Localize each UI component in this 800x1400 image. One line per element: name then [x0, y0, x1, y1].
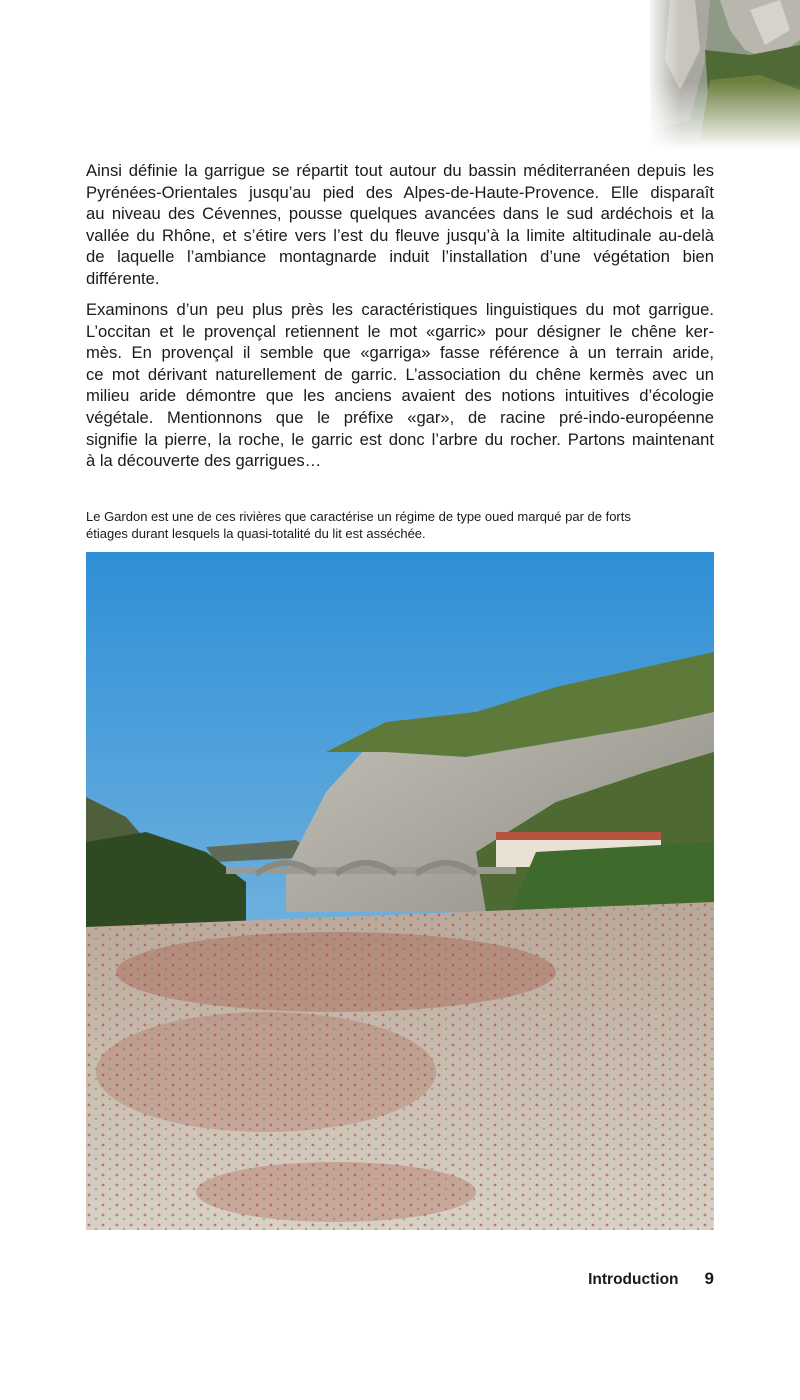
text-line: L’occitan et le provençal retiennent le mot «garric» pour désigner le chêne ker-: [86, 321, 714, 341]
text-line: Pyrénées-Orientales jusqu’au pied des Alpes-de-Haute-Provence. Elle disparaît: [86, 182, 714, 202]
paragraph-2: [86, 299, 714, 472]
text-line: au niveau des Cévennes, pousse quelques avancées dans le sud ardéchois et la: [86, 204, 714, 224]
text-line: signifie la pierre, la roche, le garric est donc l’arbre du rocher. Partons maintenant: [86, 429, 714, 449]
page-footer: [588, 1269, 714, 1289]
text-line: végétale. Mentionnons que le préfixe «gar», de racine pré-indo-européenne: [86, 407, 714, 427]
text-line: à la découverte des garrigues…: [86, 451, 322, 471]
caption-line: Le Gardon est une de ces rivières que caractérise un régime de type oued marqué par de forts: [86, 509, 631, 524]
paragraph-1: [86, 160, 714, 290]
corner-cliff-photo: [650, 0, 800, 150]
text-line: de laquelle l’ambiance montagnarde induit l’installation d’une végétation bien: [86, 247, 714, 267]
page-number: 9: [704, 1269, 714, 1288]
gardon-river-photo: [86, 552, 714, 1230]
section-title: Introduction: [588, 1271, 679, 1288]
text-line: Examinons d’un peu plus près les caractéristiques linguistiques du mot garrigue.: [86, 300, 714, 319]
text-line: Ainsi définie la garrigue se répartit tout autour du bassin méditerranéen depuis les: [86, 161, 714, 180]
text-line: différente.: [86, 268, 160, 288]
caption-line: étiages durant lesquels la quasi-totalité du lit est asséchée.: [86, 525, 426, 541]
text-line: vallée du Rhône, et s’étire vers l’est du fleuve jusqu’à la limite altitudinale au-delà: [86, 225, 714, 245]
text-line: mès. En provençal il semble que «garriga» fasse référence à un terrain aride,: [86, 343, 714, 363]
text-line: milieu aride démontre que les anciens avaient des notions intuitives d’écologie: [86, 386, 714, 406]
photo-caption: [86, 509, 714, 542]
text-line: ce mot dérivant naturellement de garric. L’association du chêne kermès avec un: [86, 364, 714, 384]
